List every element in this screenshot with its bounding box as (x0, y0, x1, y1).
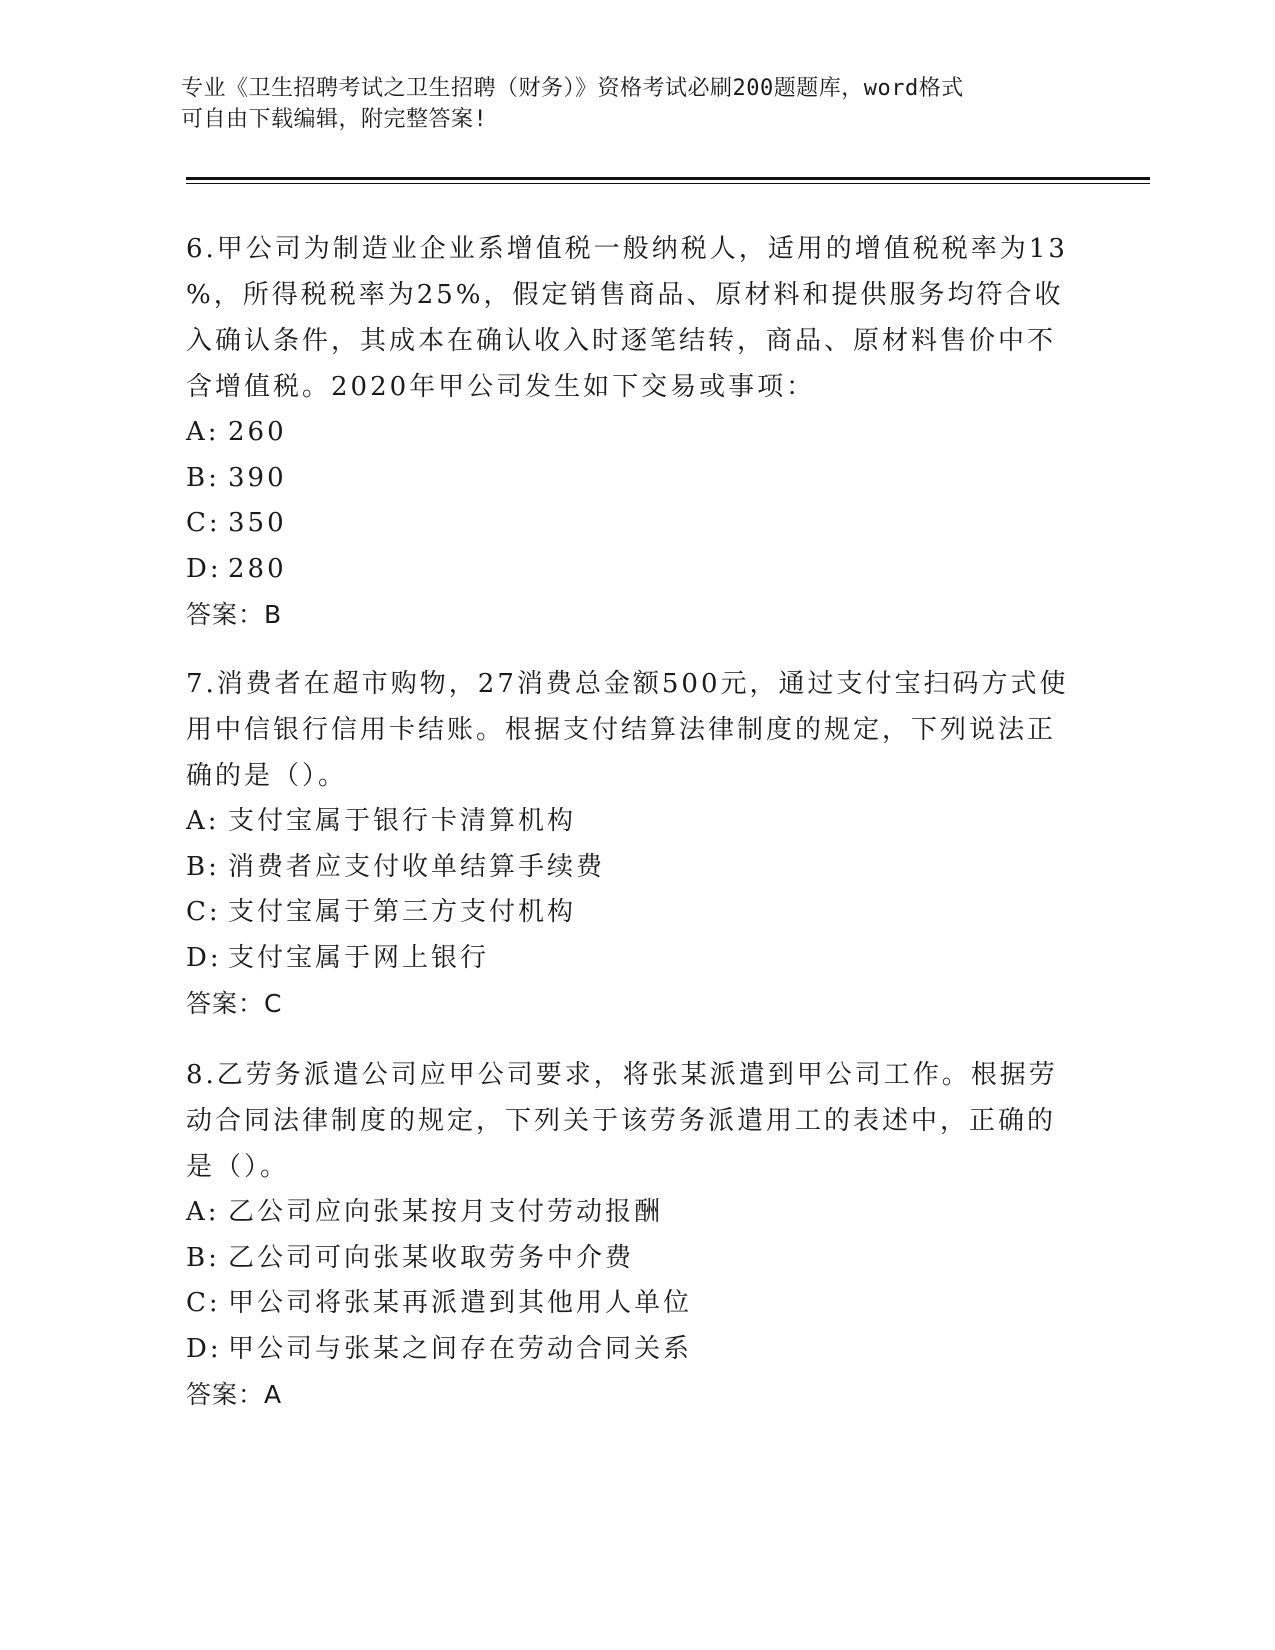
option-d (186, 1327, 1076, 1373)
option-a (186, 799, 1076, 845)
option-letter: B: (186, 1242, 220, 1273)
option-c (186, 501, 1076, 547)
stem-line: 动合同法律制度的规定，下列关于该劳务派遣用工的表述中，正确的 (186, 1106, 1057, 1136)
question-6 (186, 226, 1076, 638)
option-letter: B: (186, 462, 220, 493)
stem-line: 是（）。 (186, 1152, 290, 1182)
stem-line: %，所得税税率为25%，假定销售商品、原材料和提供服务均符合收 (186, 280, 1064, 310)
option-letter: A: (186, 1197, 220, 1227)
option-b (186, 845, 1076, 891)
question-stem (186, 661, 1076, 799)
option-text: 支付宝属于第三方支付机构 (228, 897, 577, 927)
option-text: 支付宝属于网上银行 (228, 942, 490, 973)
option-letter: D: (186, 1333, 222, 1364)
option-letter: C: (186, 508, 221, 538)
option-letter: D: (186, 553, 222, 584)
option-text: 260 (228, 417, 287, 447)
option-letter: D: (186, 942, 222, 973)
option-b (186, 1236, 1076, 1282)
option-a (186, 1190, 1076, 1236)
option-d (186, 547, 1076, 593)
question-7 (186, 661, 1076, 1027)
header-line-1: 专业《卫生招聘考试之卫生招聘（财务）》资格考试必刷200题题库，word格式 (181, 76, 964, 101)
question-stem (186, 1052, 1076, 1190)
question-stem (186, 226, 1076, 410)
option-text: 甲公司将张某再派遣到其他用人单位 (228, 1288, 693, 1318)
stem-line: 6.甲公司为制造业企业系增值税一般纳税人，适用的增值税税率为13 (186, 234, 1068, 264)
header-line-2: 可自由下载编辑，附完整答案! (181, 107, 488, 132)
stem-line: 用中信银行信用卡结账。根据支付结算法律制度的规定，下列说法正 (186, 715, 1057, 745)
option-letter: B: (186, 851, 220, 882)
option-text: 350 (228, 508, 287, 538)
option-text: 280 (228, 553, 287, 584)
stem-line: 确的是（）。 (186, 761, 348, 791)
option-letter: A: (186, 417, 220, 447)
header-divider-thin (186, 183, 1150, 184)
option-letter: A: (186, 806, 220, 836)
answer-label: 答案：B (186, 600, 283, 629)
option-text: 支付宝属于银行卡清算机构 (228, 806, 577, 836)
option-list (186, 1190, 1076, 1372)
stem-line: 含增值税。2020年甲公司发生如下交易或事项： (186, 372, 816, 402)
option-text: 消费者应支付收单结算手续费 (228, 851, 606, 882)
option-b (186, 456, 1076, 502)
option-c (186, 890, 1076, 936)
option-text: 乙公司应向张某按月支付劳动报酬 (228, 1197, 664, 1227)
stem-line: 8.乙劳务派遣公司应甲公司要求，将张某派遣到甲公司工作。根据劳 (186, 1060, 1058, 1090)
option-d (186, 936, 1076, 982)
option-letter: C: (186, 1288, 221, 1318)
header-divider-thick (186, 177, 1150, 180)
answer-label: 答案：C (186, 989, 283, 1018)
option-list (186, 410, 1076, 592)
option-a (186, 410, 1076, 456)
option-list (186, 799, 1076, 981)
option-text: 乙公司可向张某收取劳务中介费 (228, 1242, 635, 1273)
answer-label: 答案：A (186, 1380, 283, 1409)
option-c (186, 1281, 1076, 1327)
question-8 (186, 1052, 1076, 1418)
stem-line: 入确认条件，其成本在确认收入时逐笔结转，商品、原材料售价中不 (186, 326, 1057, 356)
document-header (181, 73, 1061, 135)
option-text: 390 (228, 462, 287, 493)
stem-line: 7.消费者在超市购物，27消费总金额500元，通过支付宝扫码方式使 (186, 669, 1069, 699)
option-text: 甲公司与张某之间存在劳动合同关系 (228, 1333, 693, 1364)
option-letter: C: (186, 897, 221, 927)
